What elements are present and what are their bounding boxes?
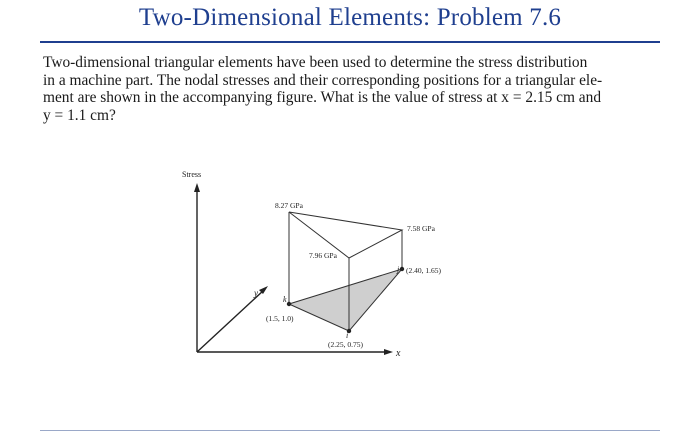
node-j-marker — [400, 267, 404, 271]
page-title: Two-Dimensional Elements: Problem 7.6 — [138, 4, 562, 31]
problem-line: ment are shown in the accompanying figure. What is the value of stress at x = 2.15 cm and — [43, 89, 602, 106]
problem-line: y = 1.1 cm? — [43, 106, 116, 124]
problem-line: in a machine part. The nodal stresses and their corresponding positions for a triangular ele- — [43, 71, 603, 89]
node-k-marker — [287, 302, 291, 306]
stress-axis-label: Stress — [182, 170, 202, 179]
coord-label-node-i: (2.25, 0.75) — [328, 340, 363, 349]
stress-label-node-j: 7.58 GPa — [407, 224, 435, 233]
y-axis-label: y — [254, 288, 258, 298]
stress-label-node-i: 7.96 GPa — [309, 251, 337, 260]
node-letter-k: k — [283, 295, 287, 304]
node-letter-j: j — [397, 265, 400, 274]
stress-label-node-k: 8.27 GPa — [275, 201, 303, 210]
base-triangle — [289, 269, 402, 331]
stress-surface-triangle — [289, 212, 402, 258]
x-axis-label: x — [396, 348, 401, 359]
x-axis-arrow-icon — [384, 349, 393, 355]
node-letter-i: i — [346, 331, 349, 340]
bottom-divider — [40, 430, 660, 431]
problem-line: Two-dimensional triangular elements have been used to determine the stress distribution — [43, 54, 588, 71]
coord-label-node-k: (1.5, 1.0) — [266, 314, 294, 323]
y-axis — [197, 290, 264, 352]
stress-axis-arrow-icon — [194, 183, 200, 192]
coord-label-node-j: (2.40, 1.65) — [406, 266, 441, 275]
